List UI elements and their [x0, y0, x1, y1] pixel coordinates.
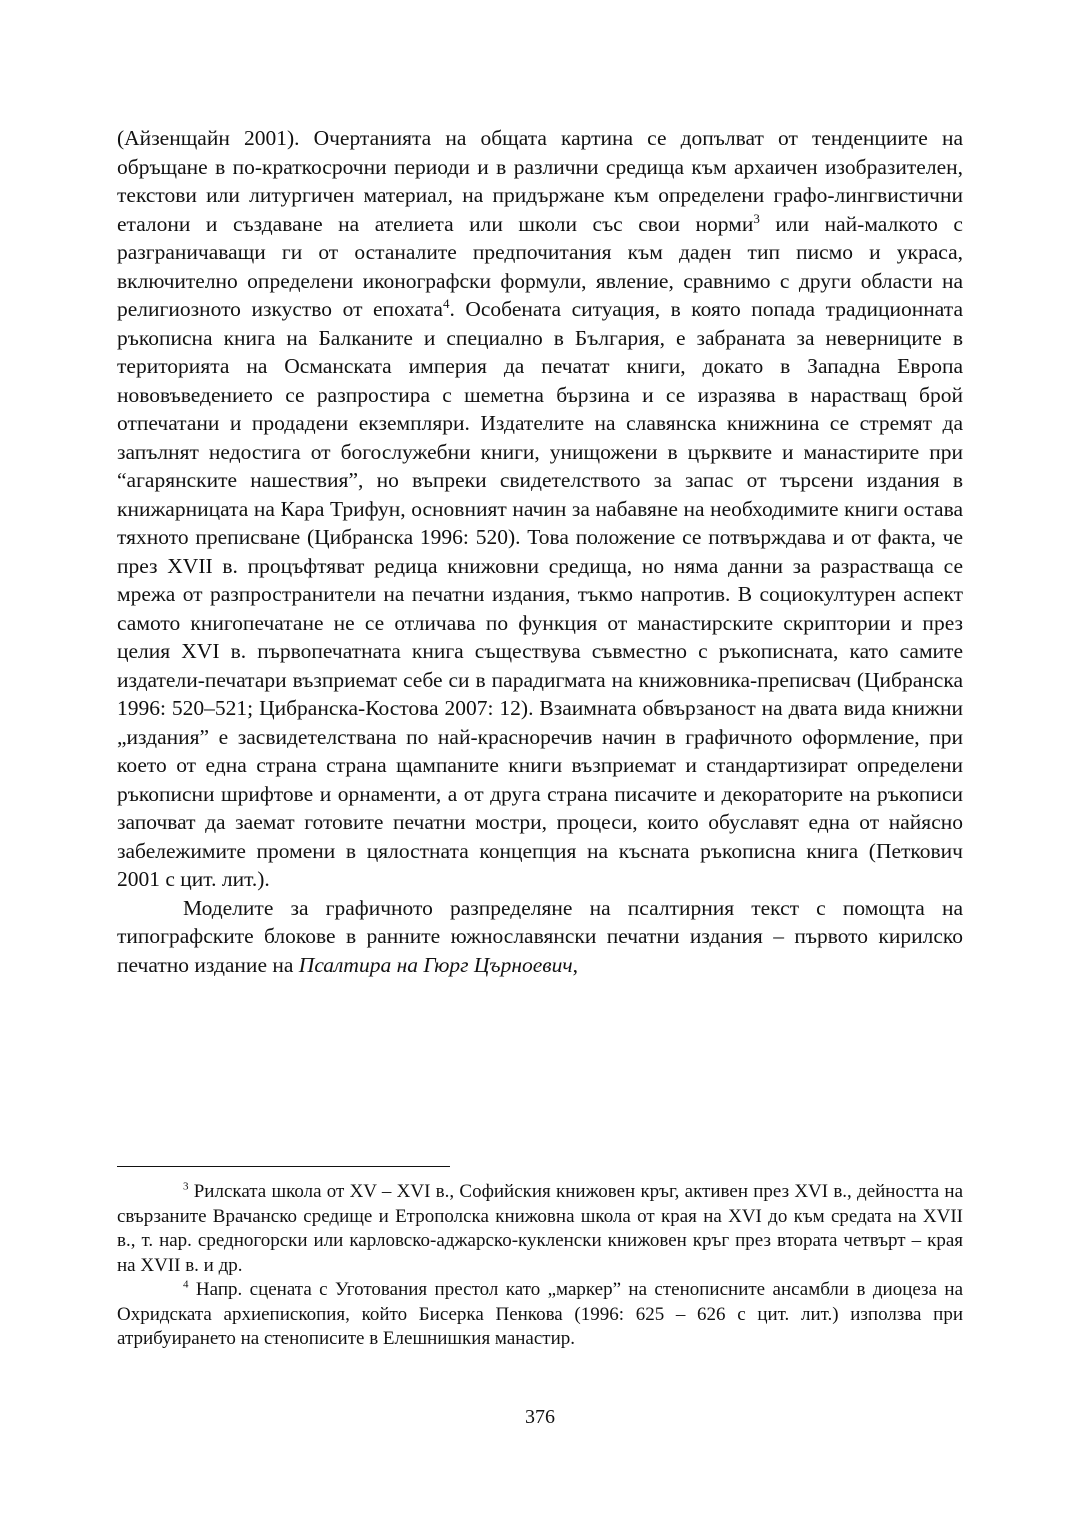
paragraph-1-part-b: или най-малкото с разграничаващи ги от останалите предпочитания към даден тип писмо и украса, включително определени иконографски формули, явление, сравнимо с други области на религиозното изкуство от епохата	[117, 211, 963, 321]
footnote-3-text: Рилската школа от XV – XVI в., Софийския книжовен кръг, активен през XVI в., дейността на свързаните Врачанско средище и Етрополска книжовна школа от края на XVI до към средата на XVII в., т. нар. средногорски или карловско-аджарско-кукленски книжовен кръг през втората четвърт – края на XVII в. и др.	[117, 1181, 963, 1276]
paragraph-1	[117, 124, 963, 894]
footnote-reference-4[interactable]: 4	[442, 295, 450, 311]
footnote-3	[117, 1180, 963, 1278]
paragraph-1-part-c: . Особената ситуация, в която попада традиционната ръкописна книга на Балканите и специално в България, е забраната за неверниците в територията на Османската империя да печатат книги, докато в Западна Европа нововъведението се разпростира с шеметна бързина и се изразява в нарастващ брой отпечатани и продадени екземпляри. Издателите на славянска книжнина се стремят да запълнят недостига от богослужебни книги, унищожени в църквите и манастирите при “агарянските нашествия”, но въпреки свидетелството за запас от търсени издания в книжарницата на Кара Трифун, основният начин за набавяне на необходимите книги остава тяхното преписване (Цибранска 1996: 520). Това положение се потвърждава и от факта, че през XVII в. процъфтяват редица книжовни средища, но няма данни за разрастваща се мрежа от разпространители на печатни издания, тъкмо напротив. В социокултурен аспект самото книгопечатане не се отличава по функция от манастирските скриптории и през целия XVI в. първопечатната книга съществува съвместно с ръкописната, като самите издатели-печатари възприемат себе си в парадигмата на книжовника-преписвач (Цибранска 1996: 520–521; Цибранска-Костова 2007: 12). Взаимната обвързаност на двата вида книжни „издания” е засвидетелствана по най-красноречив начин в графичното оформление, при което от една страна страна щампаните книги възприемат и стандартизират определени ръкописни шрифтове и орнаменти, а от друга страна писачите и декораторите на ръкописи започват да заемат готовите печатни мостри, процеси, които обуславят една от найясно забележимите промени в цялостната концепция на късната ръкописна книга (Петкович 2001 с цит. лит.).	[117, 297, 963, 891]
footnote-separator	[117, 1166, 450, 1167]
main-text	[117, 124, 963, 979]
footnote-reference-3[interactable]: 3	[753, 210, 760, 226]
paragraph-2	[117, 894, 963, 980]
footnote-3-number: 3	[183, 1180, 189, 1193]
page-number: 376	[525, 1406, 555, 1428]
paragraph-1-part-a: (Айзенщайн 2001). Очертанията на общата картина се допълват от тенденциите на обръщане в по-краткосрочни периоди и в различни средища към архаичен изобразителен, текстови или литургичен материал, на придържане към определени графо-лингвистични еталони и създаване на ателиета или школи със свои норми	[117, 126, 963, 236]
footnotes	[117, 1180, 963, 1352]
paragraph-2-part-a: Моделите за графичното разпределяне на псалтирния текст с помощта на типографските блокове в ранните южнославянски печатни издания – първото кирилско печатно издание на	[117, 895, 963, 977]
body-text	[117, 124, 963, 979]
footnote-4-text: Напр. сцената с Уготования престол като „маркер” на стенописните ансамбли в диоцеза на Охридската архиепископия, който Бисерка Пенкова (1996: 625 – 626 с цит. лит.) използва при атрибуирането на стенописите в Елешнишкия манастир.	[117, 1279, 963, 1349]
psalter-title: Псалтира на Гюрг Църноевич	[298, 952, 573, 977]
footnote-4-number: 4	[183, 1278, 189, 1291]
paragraph-2-part-b: ,	[572, 952, 578, 977]
footnote-4	[117, 1278, 963, 1352]
